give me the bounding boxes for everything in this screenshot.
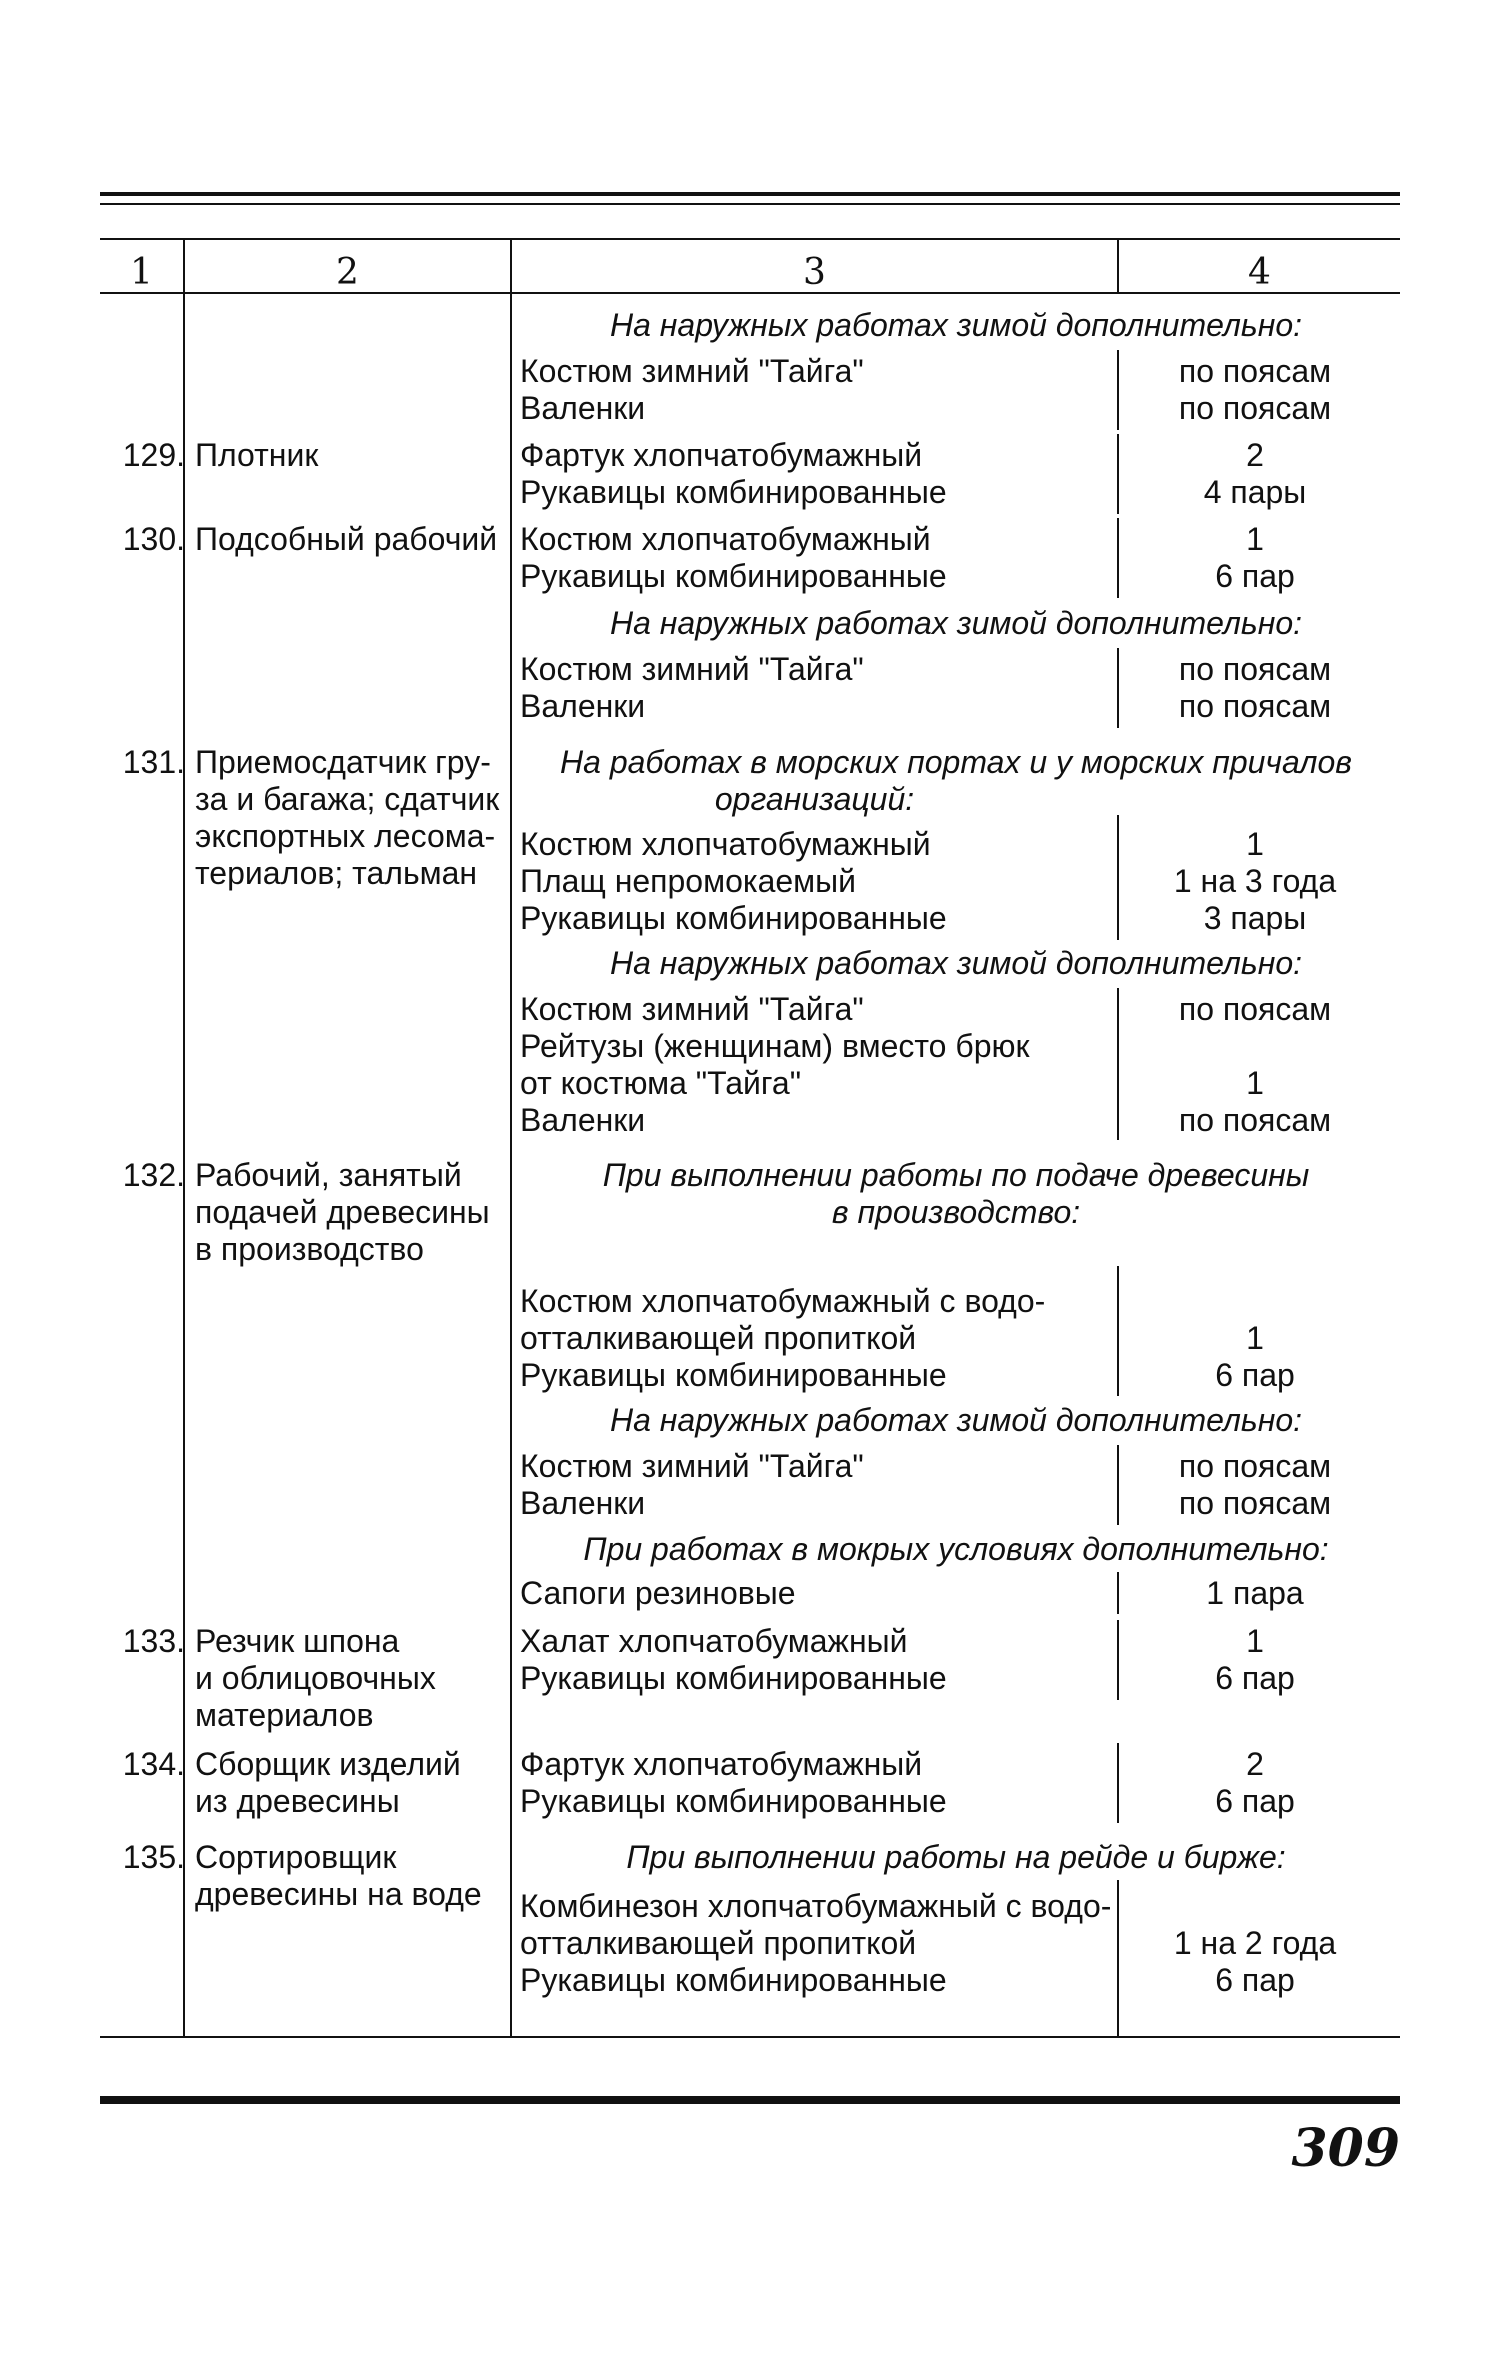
item-name: отталкивающей пропиткой (520, 1320, 917, 1356)
item-qty: по поясам (1178, 991, 1332, 1027)
item-name: Костюм хлопчатобумажный с водо- (520, 1283, 1046, 1319)
footer-rule (100, 2096, 1400, 2104)
note: в производство: (831, 1194, 1081, 1230)
row-number: 131. (122, 744, 185, 780)
header-top-rule (100, 238, 1400, 240)
item-name: Костюм зимний "Тайга" (520, 651, 864, 687)
profession-name: Резчик шпона (195, 1623, 400, 1659)
col-divider-2 (510, 238, 512, 2038)
profession-name: из древесины (195, 1783, 400, 1819)
qty-divider (1117, 1572, 1119, 1614)
top-rule-thin (100, 203, 1400, 205)
item-qty: 3 пары (1203, 900, 1307, 936)
item-qty: 1 (1246, 1320, 1264, 1356)
item-name: Костюм хлопчатобумажный (520, 826, 931, 862)
item-qty: 1 на 3 года (1173, 863, 1337, 899)
item-name: Рукавицы комбинированные (520, 474, 947, 510)
profession-name: Приемосдатчик гру- (195, 744, 491, 780)
item-qty: по поясам (1178, 688, 1332, 724)
profession-name: Сборщик изделий (195, 1746, 461, 1782)
row-number: 132. (122, 1157, 185, 1193)
row-number: 129. (122, 437, 185, 473)
item-name: Фартук хлопчатобумажный (520, 1746, 923, 1782)
profession-name: Плотник (195, 437, 319, 473)
qty-divider (1117, 815, 1119, 940)
item-qty: 1 пара (1206, 1575, 1304, 1611)
profession-name: в производство (195, 1231, 424, 1267)
item-qty: по поясам (1178, 1102, 1332, 1138)
page-number: 309 (1291, 2118, 1400, 2179)
header-col-2: 2 (336, 252, 359, 293)
qty-divider (1117, 1445, 1119, 1525)
item-name: Костюм зимний "Тайга" (520, 991, 864, 1027)
qty-divider (1117, 434, 1119, 514)
profession-name: подачей древесины (195, 1194, 490, 1230)
profession-name: экспортных лесома- (195, 818, 496, 854)
qty-divider (1117, 1880, 1119, 2036)
item-qty: 6 пар (1215, 1783, 1295, 1819)
profession-name: Подсобный рабочий (195, 521, 498, 557)
note: организаций: (714, 781, 915, 817)
item-qty: 2 (1246, 1746, 1264, 1782)
item-name: Костюм зимний "Тайга" (520, 1448, 864, 1484)
item-qty: по поясам (1178, 353, 1332, 389)
qty-divider (1117, 1743, 1119, 1823)
item-name: Сапоги резиновые (520, 1575, 796, 1611)
note: При работах в мокрых условиях дополнительно: (583, 1531, 1329, 1567)
qty-divider (1117, 988, 1119, 1140)
note: На наружных работах зимой дополнительно: (609, 307, 1303, 343)
item-name: Рейтузы (женщинам) вместо брюк (520, 1028, 1030, 1064)
profession-name: Рабочий, занятый (195, 1157, 462, 1193)
row-number: 134. (122, 1746, 185, 1782)
qty-divider (1117, 1266, 1119, 1396)
item-qty: 1 (1246, 826, 1264, 862)
note: На работах в морских портах и у морских причалов (560, 744, 1352, 780)
item-name: Валенки (520, 688, 646, 724)
item-name: Халат хлопчатобумажный (520, 1623, 908, 1659)
header-col-1: 1 (130, 252, 153, 293)
note: При выполнении работы по подаче древесины (602, 1157, 1310, 1193)
row-number: 133. (122, 1623, 185, 1659)
item-name: отталкивающей пропиткой (520, 1925, 917, 1961)
item-name: Рукавицы комбинированные (520, 1660, 947, 1696)
item-name: Рукавицы комбинированные (520, 1783, 947, 1819)
profession-name: Сортировщик (195, 1839, 397, 1875)
item-qty: 4 пары (1203, 474, 1307, 510)
item-qty: по поясам (1178, 651, 1332, 687)
note: На наружных работах зимой дополнительно: (609, 605, 1303, 641)
row-number: 135. (122, 1839, 185, 1875)
profession-name: териалов; тальман (195, 855, 478, 891)
row-number: 130. (122, 521, 185, 557)
item-name: Костюм хлопчатобумажный (520, 521, 931, 557)
qty-divider (1117, 648, 1119, 728)
item-name: Плащ непромокаемый (520, 863, 857, 899)
item-name: от костюма "Тайга" (520, 1065, 802, 1101)
item-name: Валенки (520, 1102, 646, 1138)
item-name: Костюм зимний "Тайга" (520, 353, 864, 389)
qty-divider (1117, 350, 1119, 430)
profession-name: материалов (195, 1697, 374, 1733)
item-name: Валенки (520, 390, 646, 426)
item-qty: 6 пар (1215, 1660, 1295, 1696)
item-qty: по поясам (1178, 1485, 1332, 1521)
item-qty: 1 (1246, 521, 1264, 557)
item-qty: 1 (1246, 1065, 1264, 1101)
header-col-3: 3 (803, 252, 826, 293)
profession-name: древесины на воде (195, 1876, 482, 1912)
table-bottom-rule (100, 2036, 1400, 2038)
item-name: Валенки (520, 1485, 646, 1521)
item-qty: по поясам (1178, 390, 1332, 426)
profession-name: и облицовочных (195, 1660, 436, 1696)
item-qty: 6 пар (1215, 1357, 1295, 1393)
item-name: Рукавицы комбинированные (520, 1962, 947, 1998)
qty-divider (1117, 1620, 1119, 1700)
note: При выполнении работы на рейде и бирже: (626, 1839, 1286, 1875)
top-rule-thick (100, 192, 1400, 196)
header-col-4: 4 (1248, 252, 1271, 293)
item-qty: 2 (1246, 437, 1264, 473)
item-name: Комбинезон хлопчатобумажный с водо- (520, 1888, 1112, 1924)
item-name: Рукавицы комбинированные (520, 558, 947, 594)
item-qty: 1 (1246, 1623, 1264, 1659)
item-name: Рукавицы комбинированные (520, 1357, 947, 1393)
profession-name: за и багажа; сдатчик (195, 781, 500, 817)
item-name: Рукавицы комбинированные (520, 900, 947, 936)
qty-divider (1117, 518, 1119, 598)
item-name: Фартук хлопчатобумажный (520, 437, 923, 473)
item-qty: 6 пар (1215, 558, 1295, 594)
note: На наружных работах зимой дополнительно: (609, 1402, 1303, 1438)
item-qty: 1 на 2 года (1173, 1925, 1337, 1961)
item-qty: 6 пар (1215, 1962, 1295, 1998)
item-qty: по поясам (1178, 1448, 1332, 1484)
note: На наружных работах зимой дополнительно: (609, 945, 1303, 981)
